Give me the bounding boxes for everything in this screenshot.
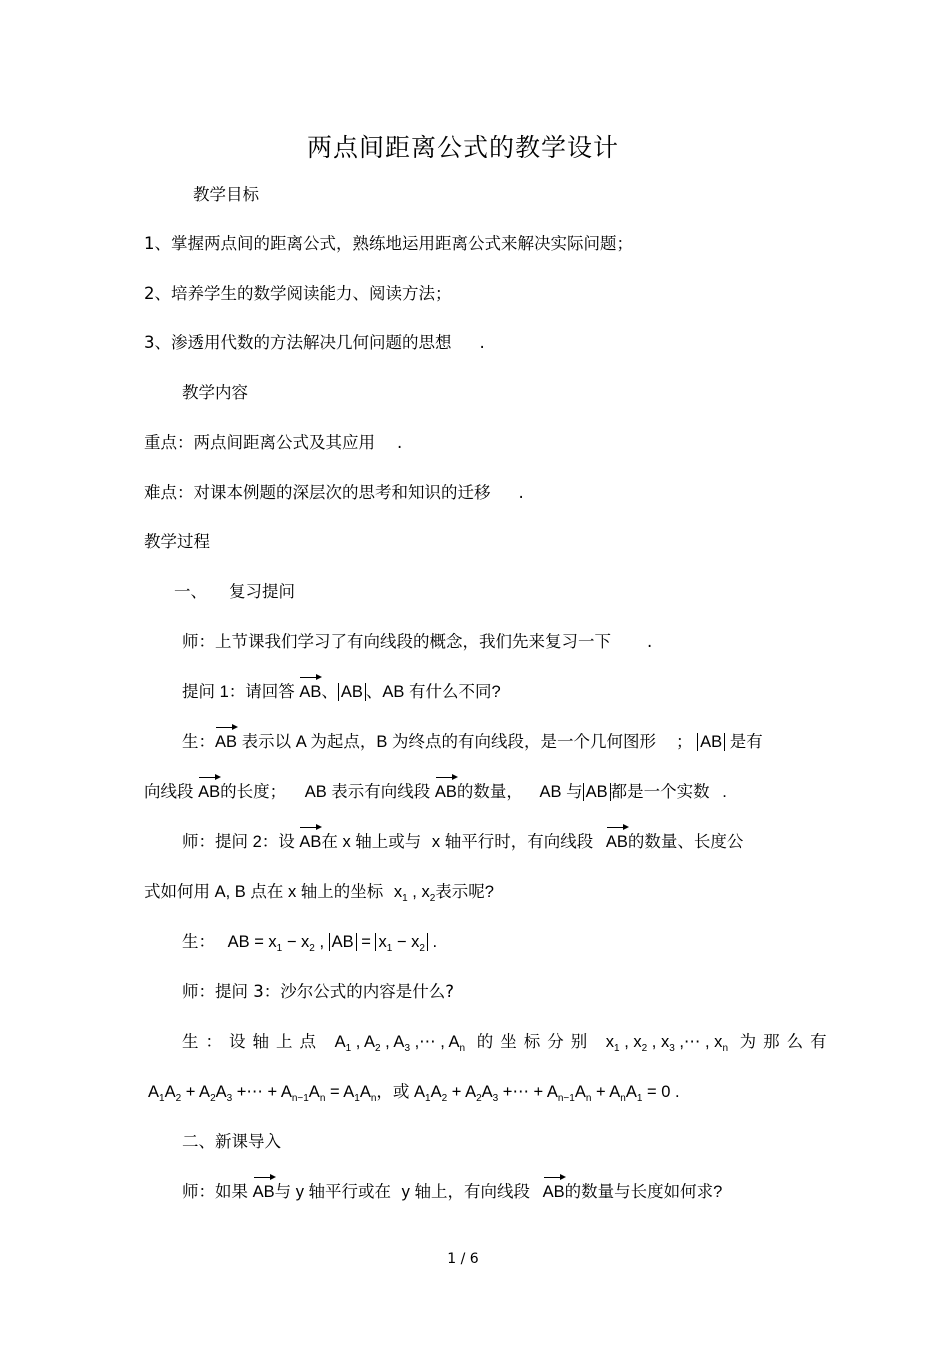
question-2-text: x 轴平行时，有向线段 (431, 833, 594, 851)
question-1-prefix: 提问 1：请回答 (182, 683, 295, 701)
formula-ab: AB (227, 933, 250, 951)
chasles-loop: $A_1A_2 + A_2A_3$ +⋯ + $A_{n-1}A_n + A_nA_1 = 0$ . (414, 1083, 680, 1104)
coord-x1-x2: $x_1$ , $x_2$ (393, 883, 436, 904)
goal-item-3-end: . (479, 333, 485, 352)
formula-ab-quantity: AB = $x_1 - x_2$ , (227, 933, 329, 954)
teacher-line-2-text: y 轴上，有向线段 (401, 1183, 530, 1201)
chasles-formula (148, 1080, 680, 1111)
formula-ab-length: = $x_1 - x_2$ . (356, 933, 438, 954)
teacher-line-2-text: 的数量与长度如何求? (564, 1183, 723, 1201)
question-1-suffix: 有什么不同? (409, 683, 501, 701)
process-heading: 教学过程 (144, 532, 210, 551)
question-2-text: 的数量、长度公 (627, 833, 744, 851)
difficulty (144, 481, 524, 505)
question-2b (144, 880, 494, 911)
vector-ab: AB (198, 780, 220, 804)
goal-item-2: 2、培养学生的数学阅读能力、阅读方法； (144, 284, 452, 303)
document-title: 两点间距离公式的教学设计 (306, 133, 619, 162)
vector-ab: AB (215, 730, 237, 754)
section-1-number: 一、 (174, 582, 207, 601)
section-1-title: 复习提问 (229, 582, 295, 601)
student-answer-1a (182, 730, 763, 754)
question-2-text: 表示呢? (435, 883, 494, 901)
answer-text: A 为起点，B 为终点的有向线段，是一个几何图形 (295, 733, 656, 751)
answer-text: 向线段 (144, 783, 194, 801)
vector-ab: AB (253, 1180, 275, 1204)
content-heading: 教学内容 (182, 383, 248, 402)
question-2-text: A, B 点在 x 轴上的坐标 (214, 883, 384, 901)
question-2-text: 师：提问 2：设 (182, 833, 295, 851)
teacher-line-1-text: 师：上节课我们学习了有向线段的概念，我们先来复习一下 (182, 632, 611, 651)
answer-text: 表示以 (241, 733, 292, 751)
chasles-sum: $A_1A_2 + A_2A_3$ +⋯ + $A_{n-1}A_n = A_1A_n$ (148, 1083, 377, 1104)
teacher-line-1-end: . (647, 632, 653, 651)
difficulty-end: . (518, 483, 524, 502)
answer-text: ，或 (376, 1083, 410, 1101)
vector-ab: AB (299, 830, 321, 854)
abs-ab: AB (329, 933, 357, 951)
answer-text: AB 表示有向线段 (304, 783, 431, 801)
answer-text: 是有 (729, 733, 763, 751)
goal-item-3-text: 3、渗透用代数的方法解决几何问题的思想 (144, 333, 452, 352)
student-answer-1b (144, 780, 727, 804)
goal-item-1: 1、掌握两点间的距离公式，熟练地运用距离公式来解决实际问题； (144, 234, 633, 253)
teacher-line-1 (182, 630, 652, 654)
answer-text: . (722, 783, 727, 801)
page-number: 1 / 6 (447, 1251, 479, 1267)
vector-ab: AB (299, 680, 321, 704)
student-answer-2 (182, 930, 437, 961)
answer-text: 为那么有 (739, 1033, 834, 1051)
teacher-line-2 (182, 1180, 722, 1204)
abs-ab: AB (338, 683, 366, 701)
answer-text: 的坐标分别 (476, 1033, 595, 1051)
answer-text: ； (675, 733, 693, 751)
segment-ab: AB (382, 683, 405, 701)
coords-x1-xn: $x_1$ , $x_2$ , $x_3$ ,⋯ , $x_n$ (605, 1033, 728, 1054)
goal-item-3 (144, 331, 485, 355)
answer-text: 都是一个实数 (610, 783, 710, 801)
student-label: 生： (182, 733, 215, 751)
vector-ab: AB (435, 780, 457, 804)
answer-text: 生：设轴上点 (182, 1033, 323, 1051)
teacher-line-2-text: 师：如果 (182, 1183, 248, 1201)
student-label: 生： (182, 933, 215, 951)
key-point (144, 431, 402, 455)
question-2a (182, 830, 743, 854)
teacher-line-2-text: 与 y 轴平行或在 (274, 1183, 392, 1201)
difficulty-text: 难点：对课本例题的深层次的思考和知识的迁移 (144, 483, 491, 502)
vector-ab: AB (543, 1180, 565, 1204)
key-point-text: 重点：两点间距离公式及其应用 (144, 433, 375, 452)
student-answer-3a (182, 1030, 834, 1061)
answer-text: 的长度； (220, 783, 287, 801)
abs-ab: AB (583, 783, 611, 801)
points-a1-an: $A_1$ , $A_2$ , $A_3$ ,⋯ , $A_n$ (334, 1033, 466, 1054)
vector-ab: AB (606, 830, 628, 854)
question-2-text: 式如何用 (144, 883, 210, 901)
answer-text: 的数量， (456, 783, 523, 801)
abs-ab: AB (697, 733, 725, 751)
question-3: 师：提问 3：沙尔公式的内容是什么? (182, 982, 455, 1001)
goals-heading: 教学目标 (193, 185, 259, 204)
question-1: 提问 1：请回答 AB、 AB 、AB 有什么不同? (182, 680, 501, 704)
answer-text: AB 与 (539, 783, 583, 801)
question-2-text: 在 x 轴上或与 (321, 833, 422, 851)
section-1-heading (174, 580, 295, 604)
key-point-end: . (397, 433, 403, 452)
section-2-heading: 二、新课导入 (182, 1132, 281, 1151)
